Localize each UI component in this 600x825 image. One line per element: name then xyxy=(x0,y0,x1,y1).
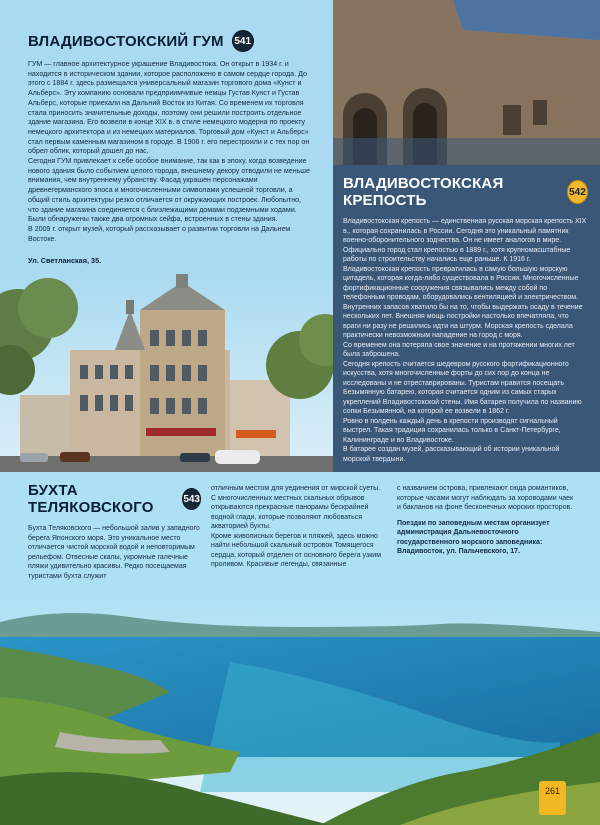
bay-text-2a: отличным местом для уединения от мирской суеты. С многочисленных местных скальных обрывов открываются прекрасные панорамы бескрайней водной глади, которые позволяют любоваться акваторией бухты. xyxy=(211,485,381,531)
bay-organizer-info: Поездки по заповедным местам организует администрация Дальневосточного государственного морского заповедника: Владивосток, ул. Пальчевского, 17. xyxy=(397,519,550,556)
bay-column-2 xyxy=(211,484,386,570)
page-number: 261 xyxy=(539,781,566,815)
bay-column-3 xyxy=(397,484,577,557)
bay-column-1 xyxy=(28,482,201,581)
fortress-paragraph-4: Ровно в полдень каждый день в крепости производят сигнальный выстрел. Такая традиция сохранилась только в Санкт-Петербурге, Калининграде и во Владивостоке. xyxy=(343,417,561,444)
gum-article xyxy=(0,0,333,270)
bay-text-3: с названием острова, привлекают сюда романтиков, которые часами могут наблюдать за хороводами чаек и бакланов на фоне бесконечных морских просторов. xyxy=(397,485,574,512)
fortress-paragraph-5: В батарее создан музей, рассказывающий об истории уникальной морской твердыни. xyxy=(343,446,560,463)
gum-body xyxy=(28,60,313,244)
bay-text-2b: Кроме живописных берегов и пляжей, здесь можно найти небольшой скальный островок Томящегося сердца, который отделен от основного берега узким проливом. Красивые легенды, связанные xyxy=(211,532,382,569)
fortress-heading xyxy=(343,175,588,209)
fortress-body xyxy=(343,217,588,464)
bay-title: БУХТА ТЕЛЯКОВСКОГО xyxy=(28,482,154,516)
gum-paragraph-2: Сегодня ГУМ привлекает к себе особое внимание, так как в эпоху, когда возведение нового здания было событием целого города, внешнему декору отводили не меньше внимания, чем внутреннему убранству. Фасад украшен персонажами древнегерманского эпоса и многочисленными символами успешной торговли, а общий стиль архитектуры резко отличается от окружающих построек. Любопытно, что здание магазина соединяется с близлежащими домами подземными ходами. Были обнаружены также два огромных сейфа, встроенных в стены здания. xyxy=(28,157,310,224)
gum-title: ВЛАДИВОСТОКСКИЙ ГУМ xyxy=(28,32,224,50)
bay-heading xyxy=(28,482,201,516)
fortress-paragraph-2: Со временем она потеряла свое значение и на протяжении многих лет была заброшена. xyxy=(343,341,575,359)
fortress-number-badge: 542 xyxy=(567,180,588,204)
fortress-paragraph-3: Сегодня крепость считается шедевром русского фортификационного искусства, хотя многочисленные форты до сих пор до конца не исследованы и не отреставрированы. Туристам нравится посещать Безымянную батарею, которая считается одним из самых старых укреплений Владивостокской стены. Имя батарея получила по названию сопки Безымянной, на которой ее возвели в 1862 г. xyxy=(343,360,582,416)
bay-photo xyxy=(0,592,600,825)
bay-text-1: Бухта Теляковского — небольшой залив у западного берега Японского моря. Это уникальное место отличается чистой морской водой и неповторимым рельефом. Отвесные скалы, укромные галечные пляжи удивительно красивы. Редко посещаемая туристами бухта служит xyxy=(28,525,200,580)
fortress-title: ВЛАДИВОСТОКСКАЯ КРЕПОСТЬ xyxy=(343,175,504,209)
gum-number-badge: 541 xyxy=(232,30,254,52)
fortress-photo xyxy=(333,0,600,165)
gum-building-photo xyxy=(0,270,333,472)
fortress-article xyxy=(333,165,600,472)
gum-heading xyxy=(28,30,313,52)
gum-address: Ул. Светланская, 35. xyxy=(28,256,102,266)
fortress-paragraph-1: Владивостокская крепость — единственная русская морская крепость XIX в., которая сохранилась в России. Сегодня это уникальный памятник военно-оборонительного зодчества. Он не имеет аналогов в мире. Официально город стал крепостью в 1889 г., хотя крупномасштабные работы по строительству начались еще раньше. К 1916 г. Владивостокская крепость превратилась в самую большую морскую цитадель, которая когда-либо существовала в России. Многочисленные фортификационные сооружения связывались между собой по телефонным проводам, оборудовались вентиляцией и электричеством. Внутренних запасов хватило бы на то, чтобы выдержать осаду в течение нескольких лет. Внешняя мощь постройки настолько впечатляла, что враги ни разу не решились идти на штурм. Морская крепость сделала практически невозможным нападение на город с моря. xyxy=(343,218,587,340)
bay-article xyxy=(0,472,600,592)
gum-paragraph-3: В 2009 г. открыт музей, который рассказывает о развитии торговли на Дальнем Востоке. xyxy=(28,224,291,243)
bay-number-badge: 543 xyxy=(182,488,201,510)
gum-paragraph-1: ГУМ — главное архитектурное украшение Владивостока. Он открыт в 1934 г. и находится в историческом здании, которое расположено в самом сердце города. До этого с 1884 г. здесь размещался универсальный магазин торгового дома «Кунст и Альберс». Эту компанию основали предприимчивые немцы Густав Кунст и Густав Альберс, которые приехали на Дальний Восток из Китая. Со временем их торговля стала приносить значительные доходы, поэтому они решили построить отдельное здание магазина. Его возвели в конце XIX в. в стиле немецкого модерна по проекту немецкого архитектора и из немецких материалов. Торговый дом «Кунст и Альберс» стал первым каменным магазином в городе. В 1906 г. его перестроили и с тех пор он обрел облик, который дошел до нас. xyxy=(28,60,310,156)
